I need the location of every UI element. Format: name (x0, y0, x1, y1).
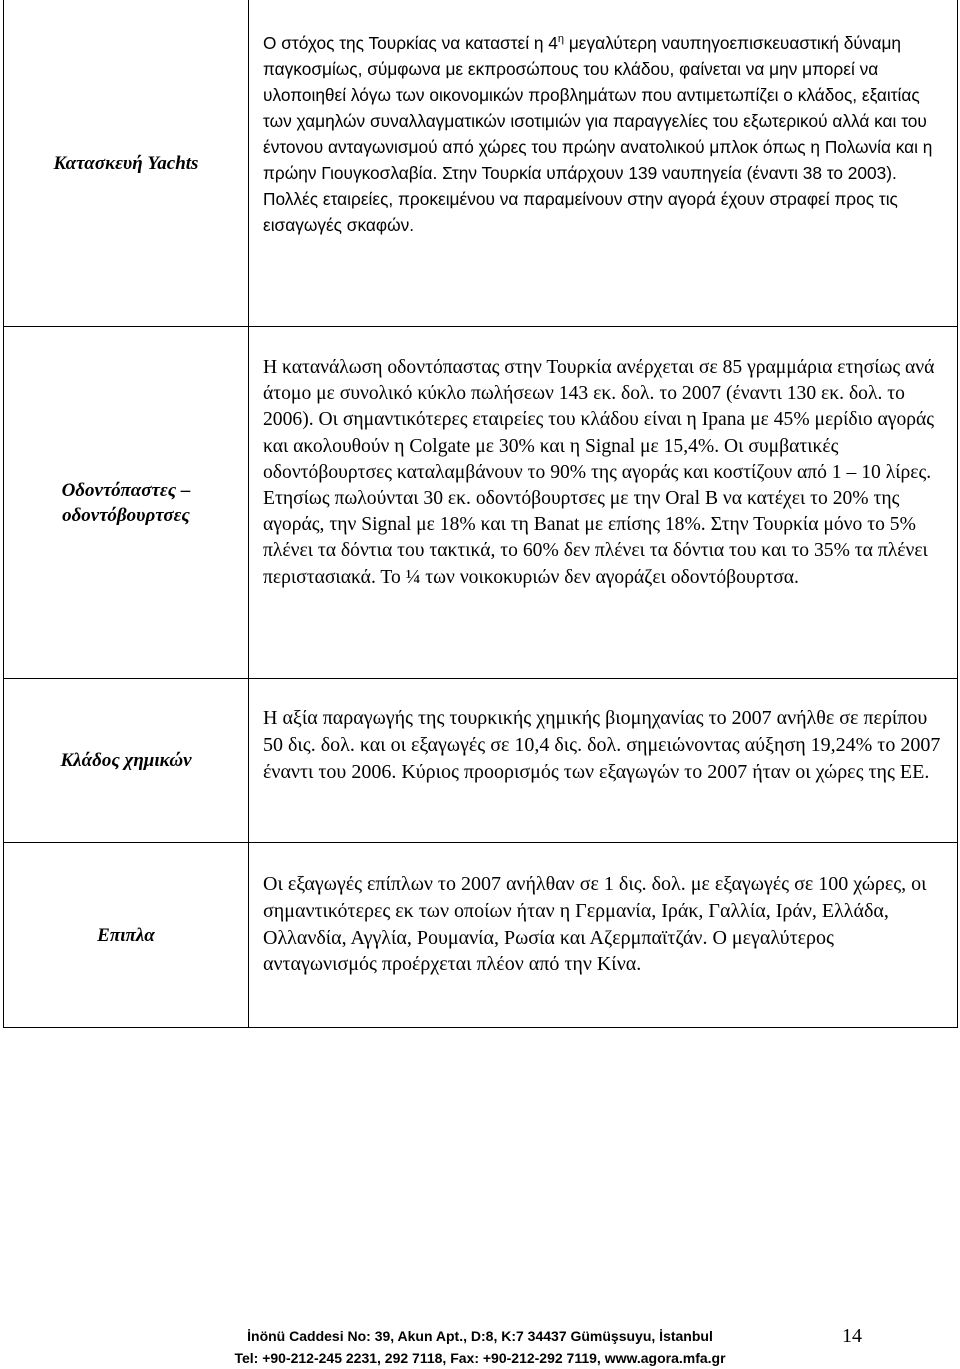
row-label-furniture: Επιπλα (4, 843, 249, 1027)
row-text-toothpaste: Η κατανάλωση οδοντόπαστας στην Τουρκία ανέρχεται σε 85 γραμμάρια ετησίως ανά άτομο με συνολικό κύκλο πωλήσεων 143 εκ. δολ. το 2007 (έναντι 130 εκ. δολ. το 2006). Οι σημαντικότερες εταιρείες του κλάδου είναι η Ipana με 45% μερίδιο αγοράς και ακολουθούν η Colgate με 30% και η Signal με 15,4%. Οι συμβατικές οδοντόβουρτσες καταλαμβάνουν το 90% της αγοράς και κοστίζουν από 1 – 10 λίρες. Ετησίως πωλούνται 30 εκ. οδοντόβουρτσες με την Oral B να κατέχει το 20% της αγοράς, την Signal με 18% και τη Banat με επίσης 18%. Στην Τουρκία μόνο το 5% πλένει τα δόντια του τακτικά, το 60% δεν πλένει τα δόντια του και το 35% τα πλένει περιστασιακά. Το ¼ των νοικοκυριών δεν αγοράζει οδοντόβουρτσα. (263, 357, 935, 588)
page-number: 14 (842, 1325, 862, 1347)
table-row-chemicals (4, 678, 957, 842)
row-text-yachts-part2: μεγαλύτερη ναυπηγοεπισκευαστική δύναμη παγκοσμίως, σύμφωνα με εκπροσώπους του κλάδου, φαίνεται να μην μπορεί να υλοποιηθεί λόγω των οικονομικών προβλημάτων που αντιμετωπίζει ο κλάδος, εξαιτίας των χαμηλών συναλλαγματικών ισοτιμιών για παραγγελίες του εξωτερικού αλλά και του έντονου ανταγωνισμού από χώρες του πρώην ανατολικού μπλοκ όπως η Πολωνία και η πρώην Γιουγκοσλαβία. Στην Τουρκία υπάρχουν 139 ναυπηγεία (έναντι 38 το 2003). Πολλές εταιρείες, προκειμένου να παραμείνουν στην αγορά έχουν στραφεί προς τις εισαγωγές σκαφών. (263, 33, 933, 235)
content-table (3, 0, 958, 1028)
table-row-yachts (4, 0, 957, 326)
row-text-yachts-part1: Ο στόχος της Τουρκίας να καταστεί η 4 (263, 33, 558, 53)
row-text-yachts-sup: η (557, 33, 565, 46)
row-label-chemicals: Κλάδος χημικών (4, 679, 249, 842)
row-label-yachts: Κατασκευή Yachts (4, 0, 249, 326)
footer-address: İnönü Caddesi No: 39, Akun Apt., D:8, K:7 34437 Gümüşsuyu, İstanbul (247, 1328, 713, 1344)
row-text-chemicals: Η αξία παραγωγής της τουρκικής χημικής βιομηχανίας το 2007 ανήλθε σε περίπου 50 δις. δολ. και οι εξαγωγές σε 10,4 δις. δολ. σημειώνοντας αύξηση 19,24% το 2007 έναντι του 2006. Κύριος προορισμός των εξαγωγών το 2007 ήταν οι χώρες της ΕΕ. (263, 707, 941, 783)
table-row-toothpaste (4, 326, 957, 678)
row-text-furniture: Οι εξαγωγές επίπλων το 2007 ανήλθαν σε 1 δις. δολ. με εξαγωγές σε 100 χώρες, οι σημαντικότερες εκ των οποίων ήταν η Γερμανία, Ιράκ, Γαλλία, Ιράν, Ελλάδα, Ολλανδία, Αγγλία, Ρουμανία, Ρωσία και Αζερμπαϊτζάν. Ο μεγαλύτερος ανταγωνισμός προέρχεται πλέον από την Κίνα. (263, 873, 927, 976)
footer-contact: Tel: +90-212-245 2231, 292 7118, Fax: +90-212-292 7119, www.agora.mfa.gr (234, 1350, 726, 1366)
row-text-yachts (263, 30, 945, 238)
row-label-toothpaste (4, 327, 249, 678)
row-label-toothpaste-text: Οδοντόπαστες – οδοντόβουρτσες (61, 479, 191, 526)
table-row-furniture (4, 842, 957, 1027)
